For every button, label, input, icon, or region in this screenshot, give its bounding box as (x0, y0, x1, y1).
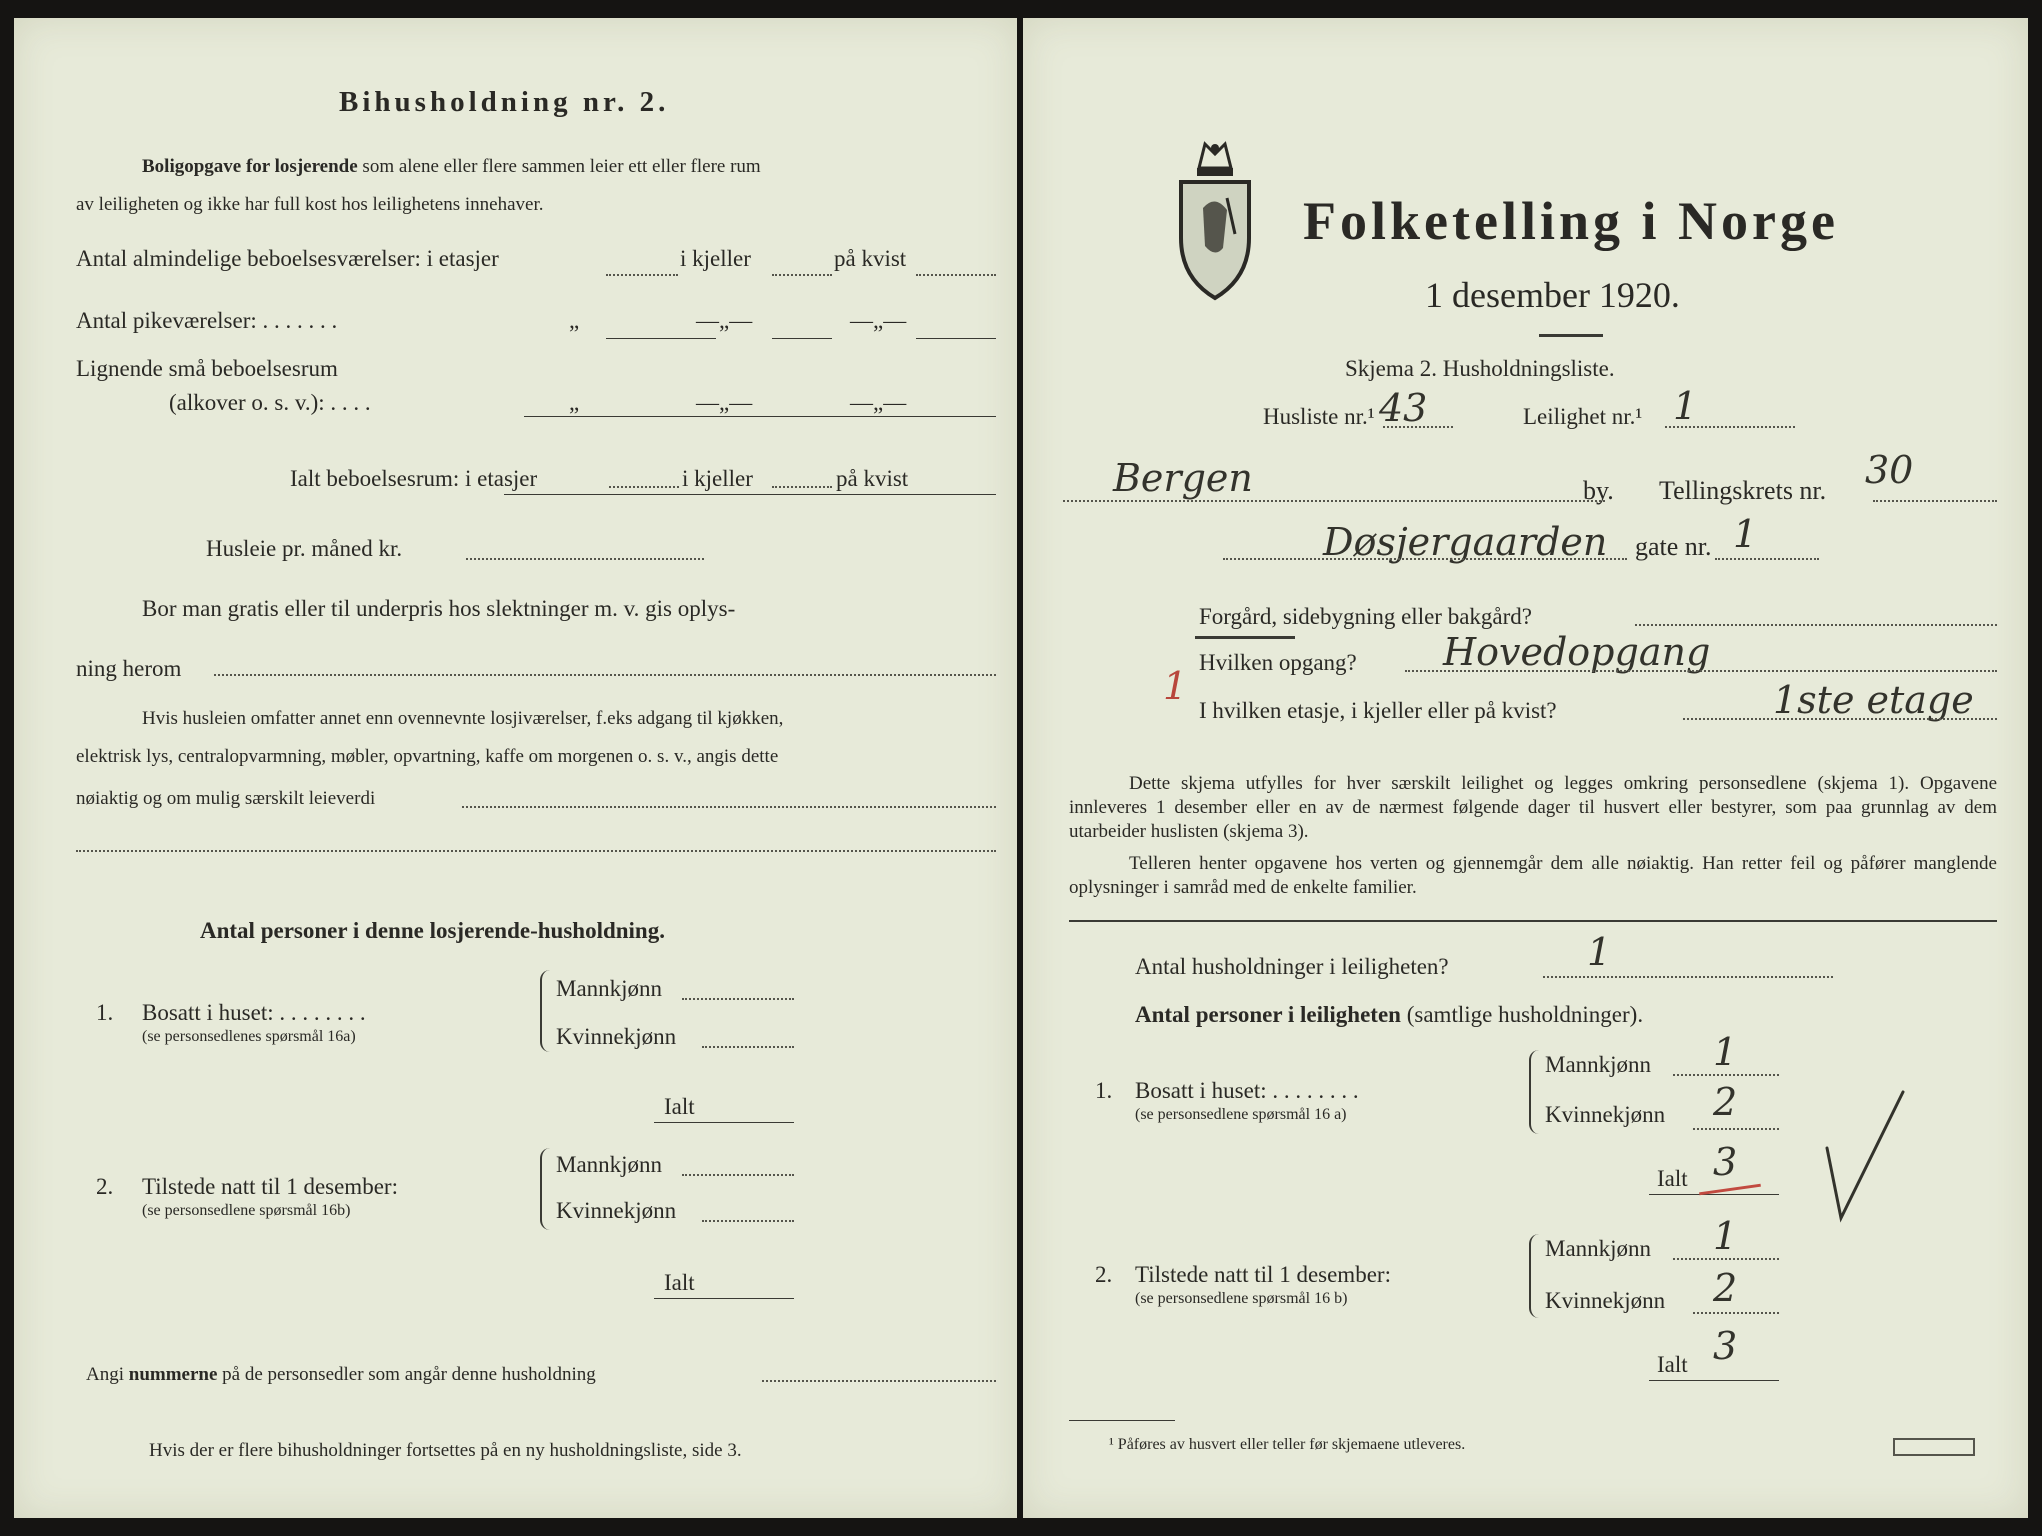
lignende-line2: (alkover o. s. v.): . . . . (169, 390, 371, 415)
lignende-ditto-3: —„— (850, 390, 907, 415)
leilighet-value[interactable]: 1 (1673, 384, 1698, 428)
right-q2-sub: (se personsedlene spørsmål 16 b) (1135, 1290, 1348, 1307)
ialt-rooms-label: Ialt beboelsesrum: i etasjer (290, 466, 538, 491)
leilighet-field (1665, 426, 1795, 428)
right-page-husholdningsliste (1023, 18, 2028, 1518)
ialt-rooms-underline (504, 494, 996, 495)
check-mark-icon (1823, 1088, 1913, 1228)
husholdninger-field (1543, 976, 1833, 978)
city-value[interactable]: Bergen (1113, 456, 1253, 500)
angi-post: på de personsedler som angår denne husholdning (222, 1364, 596, 1385)
lignende-line1: Lignende små beboelsesrum (76, 356, 338, 381)
left-q2-brace (540, 1148, 554, 1230)
pike-kvist-field[interactable] (916, 338, 996, 339)
right-persons-heading-bold: Antal personer i leiligheten (1135, 1002, 1401, 1027)
right-q2-mann-label: Mannkjønn (1545, 1236, 1652, 1261)
gratis-field[interactable] (214, 674, 996, 676)
right-q1-mann-field (1673, 1074, 1779, 1076)
husliste-label: Husliste nr.¹ (1263, 404, 1375, 429)
census-date: 1 desember 1920. (1425, 275, 1680, 315)
husleie-field[interactable] (466, 558, 704, 560)
forgard-underline-mark (1195, 636, 1295, 639)
etasje-field (1683, 718, 1997, 720)
right-q1-number: 1. (1095, 1078, 1113, 1103)
left-q2-number: 2. (96, 1174, 114, 1199)
right-q2-kvinne-label: Kvinnekjønn (1545, 1288, 1666, 1313)
opgang-value[interactable]: Hovedopgang (1443, 630, 1711, 674)
leieverdi-field[interactable] (462, 806, 996, 808)
right-q1-label: Bosatt i huset: . . . . . . . . (1135, 1078, 1359, 1103)
info-paragraph-1: Dette skjema utfylles for hver særskilt leilighet og legges omkring personsedlene (skjema 1). Opgavene innleveres 1 desember eller en av de nærmest følgende dager til husvert eller bestyrer, som paa grunnlag av dem utarbeider huslisten (skjema 3). (1069, 773, 1997, 842)
angi-bold: nummerne (128, 1364, 218, 1385)
left-footer: Hvis der er flere bihusholdninger fortsettes på en ny husholdningsliste, side 3. (149, 1440, 742, 1461)
krets-field (1873, 500, 1997, 502)
left-q1-sub: (se personsedlenes spørsmål 16a) (142, 1028, 356, 1045)
title-divider (1539, 334, 1603, 337)
right-persons-heading (1135, 1002, 1643, 1028)
coat-of-arms-icon (1175, 138, 1255, 308)
rooms-kjeller-label: i kjeller (680, 246, 751, 271)
right-q2-ialt-value[interactable]: 3 (1713, 1324, 1738, 1368)
schema-label: Skjema 2. Husholdningsliste. (1345, 356, 1615, 381)
right-q2-mann-field (1673, 1258, 1779, 1260)
husholdninger-value[interactable]: 1 (1587, 930, 1612, 974)
right-q2-number: 2. (1095, 1262, 1113, 1287)
lignende-ditto-1: „ (569, 390, 580, 415)
left-q1-label: Bosatt i huset: . . . . . . . . (142, 1000, 366, 1025)
pike-ditto-3: —„— (850, 308, 907, 333)
right-q1-sub: (se personsedlene spørsmål 16 a) (1135, 1106, 1347, 1123)
gratis-line1: Bor man gratis eller til underpris hos slektninger m. v. gis oplys- (142, 596, 736, 621)
by-label: by. (1583, 476, 1614, 505)
right-q2-ialt-field (1649, 1380, 1779, 1381)
lignende-field[interactable] (524, 416, 996, 417)
rooms-kvist-label: på kvist (834, 246, 907, 271)
left-q2-kvinne-label: Kvinnekjønn (556, 1198, 677, 1223)
left-q1-number: 1. (96, 1000, 114, 1025)
gate-value[interactable]: 1 (1733, 512, 1758, 556)
left-q1-mann-field[interactable] (682, 998, 794, 1000)
left-page-title: Bihusholdning nr. 2. (339, 86, 670, 118)
left-q2-mann-label: Mannkjønn (556, 1152, 663, 1177)
left-q2-sub: (se personsedlene spørsmål 16b) (142, 1202, 351, 1219)
hvis-line2: elektrisk lys, centralopvarmning, møbler, opvartning, kaffe om morgenen o. s. v., angis dette (76, 746, 779, 767)
right-q1-ialt-value[interactable]: 3 (1713, 1140, 1738, 1184)
pike-label: Antal pikeværelser: . . . . . . . (76, 308, 338, 333)
left-q2-kvinne-field[interactable] (702, 1220, 794, 1222)
husliste-value[interactable]: 43 (1379, 386, 1428, 430)
lignende-ditto-2: —„— (696, 390, 753, 415)
city-field (1063, 500, 1605, 502)
rooms-etasjer-field[interactable] (606, 274, 678, 276)
street-field (1223, 558, 1627, 560)
info-paragraph-2: Telleren henter opgavene hos verten og gjennemgår dem alle nøiaktig. Han retter feil og påfører manglende oplysninger i samråd med de enkelte familier. (1069, 853, 1997, 898)
etasje-label: I hvilken etasje, i kjeller eller på kvist? (1199, 698, 1557, 723)
street-value[interactable]: Døsjergaarden (1323, 520, 1608, 564)
info-divider (1069, 920, 1997, 922)
left-q2-mann-field[interactable] (682, 1174, 794, 1176)
etasje-value[interactable]: 1ste etage (1773, 678, 1974, 722)
husliste-field (1383, 426, 1453, 428)
right-q1-kvinne-label: Kvinnekjønn (1545, 1102, 1666, 1127)
hvis-line1: Hvis husleien omfatter annet enn ovennevnte losjiværelser, f.eks adgang til kjøkken, (142, 708, 784, 729)
pike-etasjer-field[interactable] (606, 338, 716, 339)
ialt-rooms-kvist-label: på kvist (836, 466, 909, 491)
left-intro-line2: av leiligheten og ikke har full kost hos leilighetens innehaver. (76, 194, 544, 215)
pike-kjeller-field[interactable] (772, 338, 832, 339)
left-intro-bold: Boligopgave for losjerende (142, 156, 358, 177)
husholdninger-label: Antal husholdninger i leiligheten? (1135, 954, 1449, 979)
krets-value[interactable]: 30 (1865, 448, 1914, 492)
rooms-label: Antal almindelige beboelsesværelser: i etasjer (76, 246, 499, 271)
right-q2-mann-value[interactable]: 1 (1713, 1214, 1738, 1258)
opgang-label: Hvilken opgang? (1199, 650, 1357, 675)
right-q2-brace (1529, 1234, 1543, 1318)
right-q2-kvinne-field (1693, 1312, 1779, 1314)
pike-ditto-1: „ (569, 308, 580, 333)
footnote: ¹ Påføres av husvert eller teller før skjemaene utleveres. (1109, 1436, 1466, 1453)
left-q1-mann-label: Mannkjønn (556, 976, 663, 1001)
ialt-rooms-kjeller-label: i kjeller (682, 466, 753, 491)
leieverdi-field-2[interactable] (76, 850, 996, 852)
left-page-bihusholdning (14, 18, 1017, 1518)
right-q1-mann-label: Mannkjønn (1545, 1052, 1652, 1077)
angi-line (86, 1364, 596, 1386)
right-persons-heading-rest: (samtlige husholdninger). (1406, 1002, 1644, 1027)
gratis-line2: ning herom (76, 656, 182, 681)
left-q1-brace (540, 970, 554, 1052)
right-q1-ialt-label: Ialt (1657, 1166, 1688, 1191)
husleie-label: Husleie pr. måned kr. (206, 536, 403, 561)
right-q1-brace (1529, 1050, 1543, 1134)
forgard-field[interactable] (1635, 624, 1997, 626)
left-q1-ialt-field[interactable] (654, 1122, 794, 1123)
opgang-field (1405, 670, 1997, 672)
pike-ditto-2: —„— (696, 308, 753, 333)
right-q1-kvinne-value[interactable]: 2 (1713, 1080, 1738, 1124)
left-q1-ialt-label: Ialt (664, 1094, 695, 1119)
hvis-line3: nøiaktig og om mulig særskilt leieverdi (76, 788, 376, 809)
right-q2-label: Tilstede natt til 1 desember: (1135, 1262, 1391, 1287)
right-q2-ialt-label: Ialt (1657, 1352, 1688, 1377)
gate-label: gate nr. (1635, 532, 1712, 561)
main-title: Folketelling i Norge (1303, 191, 1839, 251)
rooms-kvist-field[interactable] (916, 274, 996, 276)
left-q1-kvinne-field[interactable] (702, 1046, 794, 1048)
footnote-divider (1069, 1420, 1175, 1421)
leilighet-label: Leilighet nr.¹ (1523, 404, 1643, 429)
ialt-rooms-kjeller-field[interactable] (772, 486, 832, 488)
printer-stamp (1893, 1438, 1975, 1456)
rooms-kjeller-field[interactable] (772, 274, 832, 276)
left-q2-ialt-field[interactable] (654, 1298, 794, 1299)
krets-label: Tellingskrets nr. (1659, 476, 1827, 505)
left-q2-ialt-label: Ialt (664, 1270, 695, 1295)
forgard-label: Forgård, sidebygning eller bakgård? (1199, 604, 1532, 629)
right-q1-ialt-field (1649, 1194, 1779, 1195)
left-intro-line1 (142, 156, 761, 178)
left-intro-rest: som alene eller flere sammen leier ett eller flere rum (362, 156, 761, 177)
ialt-rooms-etasjer-field[interactable] (609, 486, 679, 488)
left-q1-kvinne-label: Kvinnekjønn (556, 1024, 677, 1049)
right-q1-kvinne-field (1693, 1128, 1779, 1130)
angi-field[interactable] (762, 1380, 996, 1382)
left-persons-heading: Antal personer i denne losjerende-husholdning. (200, 918, 665, 943)
right-q2-kvinne-value[interactable]: 2 (1713, 1266, 1738, 1310)
angi-pre: Angi (86, 1364, 124, 1385)
left-q2-label: Tilstede natt til 1 desember: (142, 1174, 398, 1199)
gate-field (1715, 558, 1819, 560)
margin-mark: 1 (1163, 664, 1188, 708)
right-q1-mann-value[interactable]: 1 (1713, 1030, 1738, 1074)
